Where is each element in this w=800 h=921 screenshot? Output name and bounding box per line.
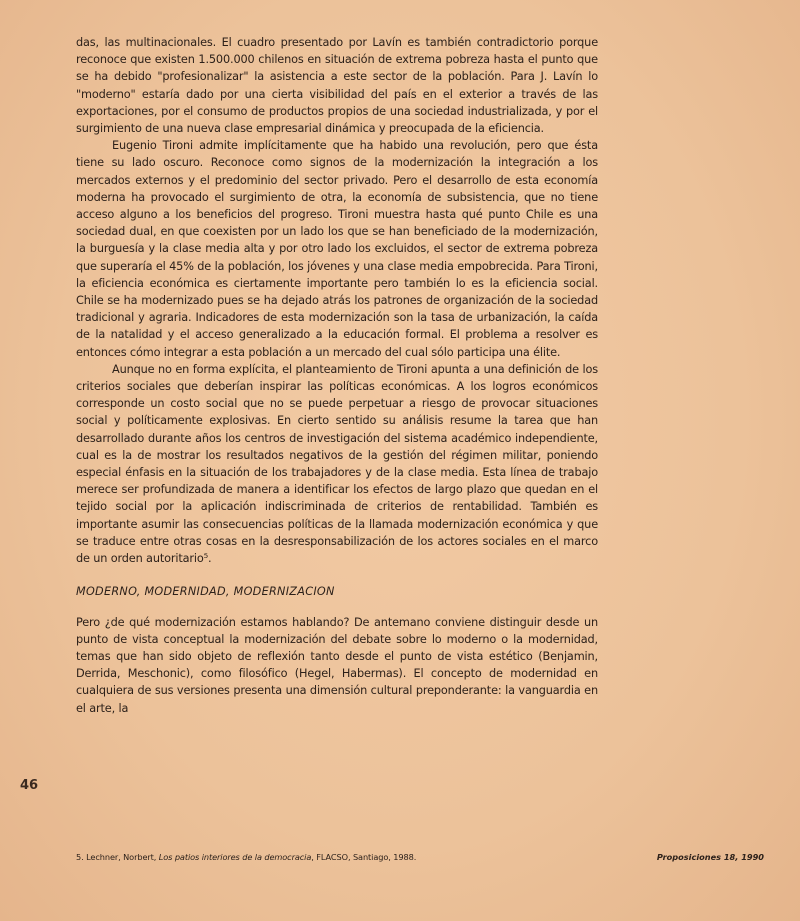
journal-reference: Proposiciones 18, 1990 bbox=[656, 852, 764, 862]
section-heading: MODERNO, MODERNIDAD, MODERNIZACION bbox=[76, 585, 335, 599]
footnote-suffix: , FLACSO, Santiago, 1988. bbox=[311, 852, 417, 862]
footnote-title: Los patios interiores de la democracia bbox=[158, 852, 312, 862]
text-column bbox=[76, 34, 598, 717]
page-number: 46 bbox=[20, 778, 39, 793]
paragraph-1: das, las multinacionales. El cuadro presentado por Lavín es también contradictorio porque reconoce que existen 1.500.000 chilenos en situación de extrema pobreza hasta el punto que se ha debido "profesionalizar" la asistencia a este sector de la población. Para J. Lavín lo "moderno" estaría dado por una cierta visibilidad del país en el exterior a través de las exportaciones, por el consumo de productos propios de una sociedad industrializada, y por el surgimiento de una nueva clase empresarial dinámica y preocupada de la eficiencia. bbox=[76, 36, 598, 136]
paragraph-3: Aunque no en forma explícita, el planteamiento de Tironi apunta a una definición de los criterios sociales que deberían inspirar las políticas económicas. A los logros económicos corresponde un costo social que no se puede perpetuar a riesgo de provocar situaciones social y políticamente explosivas. En cierto sentido su análisis resume la tarea que han desarrollado durante años los centros de investigación del sistema académico independiente, cual es la de mostrar los resultados negativos de la gestión del régimen militar, poniendo especial énfasis en la situación de los trabajadores y de la clase media. Esta línea de trabajo merece ser profundizada de manera a identificar los efectos de largo plazo que quedan en el tejido social por la aplicación indiscriminada de criterios de rentabilidad. También es importante asumir las consecuencias políticas de la llamada modernización económica y que se traduce entre otras cosas en la desresponsabilización de los actores sociales en el marco de un orden autoritario⁵. bbox=[76, 362, 598, 566]
paragraph-4: Pero ¿de qué modernización estamos hablando? De antemano conviene distinguir desde un punto de vista conceptual la modernización del debate sobre lo moderno o la modernidad, temas que han sido objeto de reflexión tanto desde el punto de vista estético (Benjamin, Derrida, Meschonic), como filosófico (Hegel, Habermas). El concepto de modernidad en cualquiera de sus versiones presenta una dimensión cultural preponderante: la vanguardia en el arte, la bbox=[76, 615, 598, 715]
paragraph-2: Eugenio Tironi admite implícitamente que ha habido una revolución, pero que ésta tiene su lado oscuro. Reconoce como signos de la modernización la integración a los mercados externos y el predominio del sector privado. Pero el desarrollo de esta economía moderna ha provocado el surgimiento de otra, la economía de subsistencia, que no tiene acceso alguno a los beneficios del progreso. Tironi muestra hasta qué punto Chile es una sociedad dual, en que coexisten por un lado los que se han beneficiado de la modernización, la burguesía y la clase media alta y por otro lado los excluidos, el sector de extrema pobreza que superaría el 45% de la población, los jóvenes y una clase media empobrecida. Para Tironi, la eficiencia económica es ciertamente importante pero también lo es la eficiencia social. Chile se ha modernizado pues se ha dejado atrás los patrones de organización de la sociedad tradicional y agraria. Indicadores de esta modernización son la tasa de urbanización, la caída de la natalidad y el acceso generalizado a la educación formal. El problema a resolver es entonces cómo integrar a esta población a un mercado del cual sólo participa una élite. bbox=[76, 139, 598, 359]
footnote-prefix: 5. Lechner, Norbert, bbox=[76, 852, 159, 862]
footnote bbox=[76, 852, 536, 862]
